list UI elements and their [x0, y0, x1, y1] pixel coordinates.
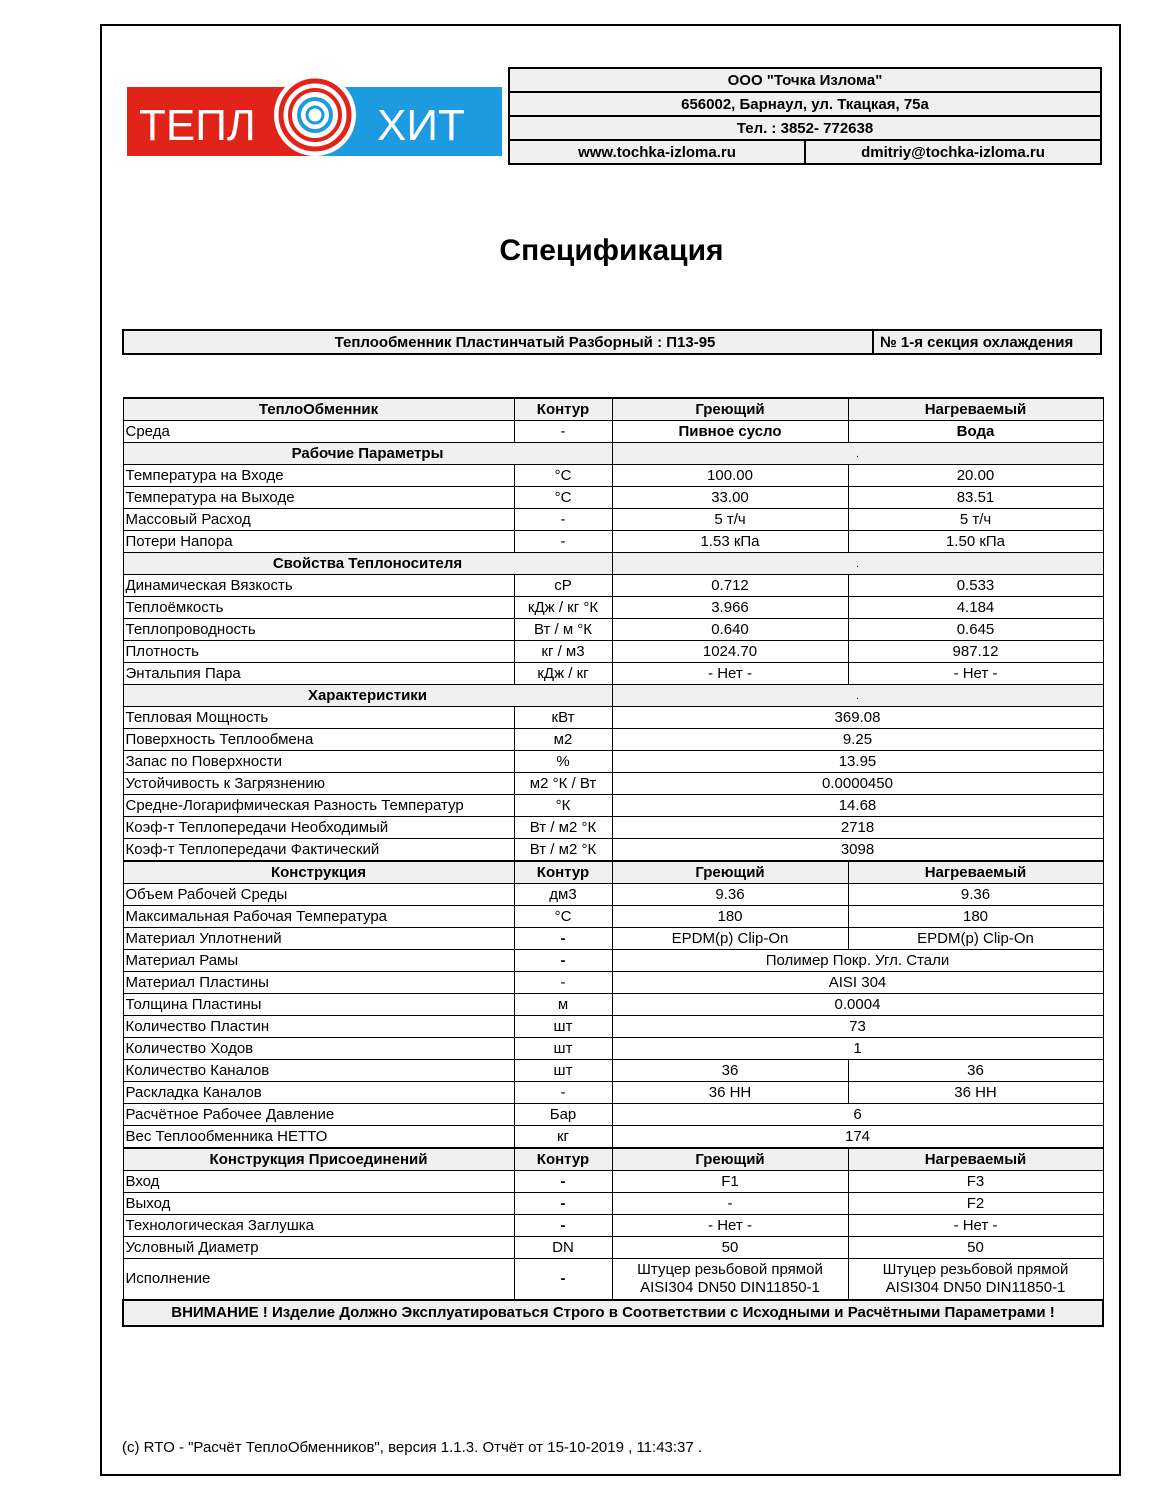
row-label: Максимальная Рабочая Температура	[123, 906, 514, 928]
row-hot: - Нет -	[612, 1215, 848, 1237]
section-row	[123, 685, 1103, 707]
row-label: Среда	[123, 421, 514, 443]
row-label: Коэф-т Теплопередачи Необходимый	[123, 817, 514, 839]
spec-table	[122, 397, 1104, 1327]
table-row	[123, 994, 1103, 1016]
row-cold: - Нет -	[848, 663, 1103, 685]
table-row	[123, 729, 1103, 751]
row-label: Теплоёмкость	[123, 597, 514, 619]
row-cold: 180	[848, 906, 1103, 928]
row-cold: 5 т/ч	[848, 509, 1103, 531]
row-hot: 9.36	[612, 884, 848, 906]
row-cold: 83.51	[848, 487, 1103, 509]
exec-hot-line1: Штуцер резьбовой прямой	[637, 1261, 823, 1278]
header-cell: Нагреваемый	[848, 398, 1103, 421]
header-cell: Нагреваемый	[848, 1148, 1103, 1171]
table-row	[123, 928, 1103, 950]
table-header	[123, 398, 1103, 421]
row-hot: - Нет -	[612, 663, 848, 685]
row-label: Материал Пластины	[123, 972, 514, 994]
row-unit: -	[514, 421, 612, 443]
section-row	[123, 553, 1103, 575]
row-unit: -	[514, 928, 612, 950]
table-row	[123, 773, 1103, 795]
row-cold	[848, 1259, 1103, 1301]
row-label: Количество Пластин	[123, 1016, 514, 1038]
company-address: 656002, Барнаул, ул. Ткацкая, 75а	[509, 92, 1101, 116]
row-unit: м	[514, 994, 612, 1016]
row-value: 1	[612, 1038, 1103, 1060]
table-row	[123, 1016, 1103, 1038]
company-info	[508, 67, 1102, 165]
row-label: Потери Напора	[123, 531, 514, 553]
table-row	[123, 1082, 1103, 1104]
row-hot: 1024.70	[612, 641, 848, 663]
row-label: Материал Рамы	[123, 950, 514, 972]
row-hot: F1	[612, 1171, 848, 1193]
table-row	[123, 906, 1103, 928]
header-cell: Конструкция Присоединений	[123, 1148, 514, 1171]
row-unit: -	[514, 1259, 612, 1301]
row-cold: 1.50 кПа	[848, 531, 1103, 553]
row-label: Материал Уплотнений	[123, 928, 514, 950]
section-dot: .	[612, 685, 1103, 707]
table-row	[123, 1237, 1103, 1259]
row-label: Количество Каналов	[123, 1060, 514, 1082]
section-title: Рабочие Параметры	[123, 443, 612, 465]
row-label: Теплопроводность	[123, 619, 514, 641]
row-hot: Пивное сусло	[612, 421, 848, 443]
row-unit: кг	[514, 1126, 612, 1149]
row-unit: -	[514, 1171, 612, 1193]
header-cell: Греющий	[612, 1148, 848, 1171]
header-cell: Контур	[514, 398, 612, 421]
row-hot: EPDM(p) Clip-On	[612, 928, 848, 950]
table-row	[123, 641, 1103, 663]
table-row	[123, 1126, 1103, 1149]
row-value: 0.0000450	[612, 773, 1103, 795]
row-unit: Вт / м °К	[514, 619, 612, 641]
row-hot: 36	[612, 1060, 848, 1082]
header-cell: Греющий	[612, 861, 848, 884]
row-cold: - Нет -	[848, 1215, 1103, 1237]
table-row	[123, 421, 1103, 443]
row-unit: дм3	[514, 884, 612, 906]
exec-hot-line2: AISI304 DN50 DIN11850-1	[640, 1279, 820, 1296]
row-unit: шт	[514, 1060, 612, 1082]
row-unit: -	[514, 972, 612, 994]
warning-text: ВНИМАНИЕ ! Изделие Должно Эксплуатироваться Строго в Соответствии с Исходными и Расчётными Параметрами !	[123, 1300, 1103, 1326]
report-footer: (c) RTO - "Расчёт ТеплоОбменников", версия 1.1.3. Отчёт от 15-10-2019 , 11:43:37 .	[122, 1439, 703, 1456]
row-unit: °C	[514, 906, 612, 928]
row-label: Объем Рабочей Среды	[123, 884, 514, 906]
row-cold: 0.645	[848, 619, 1103, 641]
warning-row	[123, 1300, 1103, 1326]
row-label: Количество Ходов	[123, 1038, 514, 1060]
row-unit: шт	[514, 1038, 612, 1060]
row-label: Устойчивость к Загрязнению	[123, 773, 514, 795]
table-row	[123, 839, 1103, 862]
row-label: Раскладка Каналов	[123, 1082, 514, 1104]
table-row	[123, 1060, 1103, 1082]
row-cold: 36 HH	[848, 1082, 1103, 1104]
row-cold: 20.00	[848, 465, 1103, 487]
row-cold: EPDM(p) Clip-On	[848, 928, 1103, 950]
row-cold: Вода	[848, 421, 1103, 443]
row-unit: °C	[514, 465, 612, 487]
row-unit: -	[514, 509, 612, 531]
table-row	[123, 465, 1103, 487]
row-label: Вход	[123, 1171, 514, 1193]
header-cell: Греющий	[612, 398, 848, 421]
table-row	[123, 1171, 1103, 1193]
row-hot: 0.712	[612, 575, 848, 597]
row-label: Коэф-т Теплопередачи Фактический	[123, 839, 514, 862]
row-cold: 4.184	[848, 597, 1103, 619]
row-hot: 33.00	[612, 487, 848, 509]
row-hot: 180	[612, 906, 848, 928]
row-value: 369.08	[612, 707, 1103, 729]
row-value: 2718	[612, 817, 1103, 839]
company-name: ООО "Точка Излома"	[509, 68, 1101, 92]
table-row	[123, 575, 1103, 597]
row-label: Поверхность Теплообмена	[123, 729, 514, 751]
row-hot: 5 т/ч	[612, 509, 848, 531]
row-label: Температура на Входе	[123, 465, 514, 487]
row-unit: DN	[514, 1237, 612, 1259]
row-hot	[612, 1259, 848, 1301]
product-name: Теплообменник Пластинчатый Разборный : П13-95	[123, 330, 873, 354]
row-hot: 1.53 кПа	[612, 531, 848, 553]
company-email[interactable]: dmitriy@tochka-izloma.ru	[805, 140, 1101, 164]
header-cell: ТеплоОбменник	[123, 398, 514, 421]
table-row	[123, 1038, 1103, 1060]
section-name: № 1-я секция охлаждения	[873, 330, 1101, 354]
teplohit-logo	[127, 74, 502, 156]
row-value: 9.25	[612, 729, 1103, 751]
row-value: AISI 304	[612, 972, 1103, 994]
table-row	[123, 817, 1103, 839]
row-hot: 0.640	[612, 619, 848, 641]
row-unit: шт	[514, 1016, 612, 1038]
table-row	[123, 1193, 1103, 1215]
header-cell: Нагреваемый	[848, 861, 1103, 884]
header-cell: Контур	[514, 861, 612, 884]
row-value: 6	[612, 1104, 1103, 1126]
row-value: 174	[612, 1126, 1103, 1149]
row-unit: -	[514, 1193, 612, 1215]
row-value: Полимер Покр. Угл. Стали	[612, 950, 1103, 972]
construction-header	[123, 861, 1103, 884]
row-label: Тепловая Мощность	[123, 707, 514, 729]
row-unit: -	[514, 950, 612, 972]
row-unit: -	[514, 1215, 612, 1237]
row-value: 3098	[612, 839, 1103, 862]
row-cold: 987.12	[848, 641, 1103, 663]
table-row	[123, 619, 1103, 641]
row-label: Выход	[123, 1193, 514, 1215]
table-row	[123, 950, 1103, 972]
row-hot: 3.966	[612, 597, 848, 619]
row-cold: 9.36	[848, 884, 1103, 906]
table-row	[123, 509, 1103, 531]
row-unit: -	[514, 531, 612, 553]
row-value: 0.0004	[612, 994, 1103, 1016]
row-label: Температура на Выходе	[123, 487, 514, 509]
row-cold: 36	[848, 1060, 1103, 1082]
row-unit: кДж / кг °К	[514, 597, 612, 619]
row-unit: кДж / кг	[514, 663, 612, 685]
row-label: Средне-Логарифмическая Разность Температур	[123, 795, 514, 817]
row-unit: Вт / м2 °К	[514, 817, 612, 839]
row-cold: 50	[848, 1237, 1103, 1259]
table-row	[123, 707, 1103, 729]
table-row	[123, 531, 1103, 553]
row-value: 13.95	[612, 751, 1103, 773]
exec-cold-line1: Штуцер резьбовой прямой	[882, 1261, 1069, 1278]
section-row	[123, 443, 1103, 465]
row-unit: кг / м3	[514, 641, 612, 663]
row-cold: F2	[848, 1193, 1103, 1215]
table-row	[123, 597, 1103, 619]
row-hot: 36 HH	[612, 1082, 848, 1104]
row-label: Расчётное Рабочее Давление	[123, 1104, 514, 1126]
table-row	[123, 972, 1103, 994]
row-unit: м2 °К / Вт	[514, 773, 612, 795]
row-label: Плотность	[123, 641, 514, 663]
section-title: Свойства Теплоносителя	[123, 553, 612, 575]
row-unit: м2	[514, 729, 612, 751]
row-label: Массовый Расход	[123, 509, 514, 531]
row-label: Толщина Пластины	[123, 994, 514, 1016]
row-unit: %	[514, 751, 612, 773]
row-unit: Бар	[514, 1104, 612, 1126]
row-label: Запас по Поверхности	[123, 751, 514, 773]
row-unit: кВт	[514, 707, 612, 729]
row-label: Динамическая Вязкость	[123, 575, 514, 597]
row-cold: 0.533	[848, 575, 1103, 597]
company-phone: Тел. : 3852- 772638	[509, 116, 1101, 140]
row-unit: °C	[514, 487, 612, 509]
row-unit: cP	[514, 575, 612, 597]
section-dot: .	[612, 553, 1103, 575]
exec-cold-line2: AISI304 DN50 DIN11850-1	[885, 1279, 1066, 1296]
row-unit: °К	[514, 795, 612, 817]
table-row	[123, 795, 1103, 817]
header-cell: Конструкция	[123, 861, 514, 884]
table-row	[123, 1259, 1103, 1301]
page-title: Спецификация	[499, 234, 724, 267]
table-row	[123, 487, 1103, 509]
row-cold: F3	[848, 1171, 1103, 1193]
row-label: Технологическая Заглушка	[123, 1215, 514, 1237]
company-website[interactable]: www.tochka-izloma.ru	[509, 140, 805, 164]
row-unit: Вт / м2 °К	[514, 839, 612, 862]
table-row	[123, 751, 1103, 773]
row-label: Исполнение	[123, 1259, 514, 1301]
row-hot: 50	[612, 1237, 848, 1259]
row-label: Энтальпия Пара	[123, 663, 514, 685]
section-dot: .	[612, 443, 1103, 465]
row-hot: 100.00	[612, 465, 848, 487]
row-label: Вес Теплообменника НЕТТО	[123, 1126, 514, 1149]
row-value: 73	[612, 1016, 1103, 1038]
row-unit: -	[514, 1082, 612, 1104]
table-row	[123, 1104, 1103, 1126]
table-row	[123, 884, 1103, 906]
product-bar	[122, 329, 1102, 355]
connections-header	[123, 1148, 1103, 1171]
row-label: Условный Диаметр	[123, 1237, 514, 1259]
table-row	[123, 1215, 1103, 1237]
table-row	[123, 663, 1103, 685]
section-title: Характеристики	[123, 685, 612, 707]
row-hot: -	[612, 1193, 848, 1215]
logo-text-left: ТЕПЛ	[139, 101, 256, 150]
header-cell: Контур	[514, 1148, 612, 1171]
row-value: 14.68	[612, 795, 1103, 817]
logo-text-right: ХИТ	[377, 101, 465, 150]
